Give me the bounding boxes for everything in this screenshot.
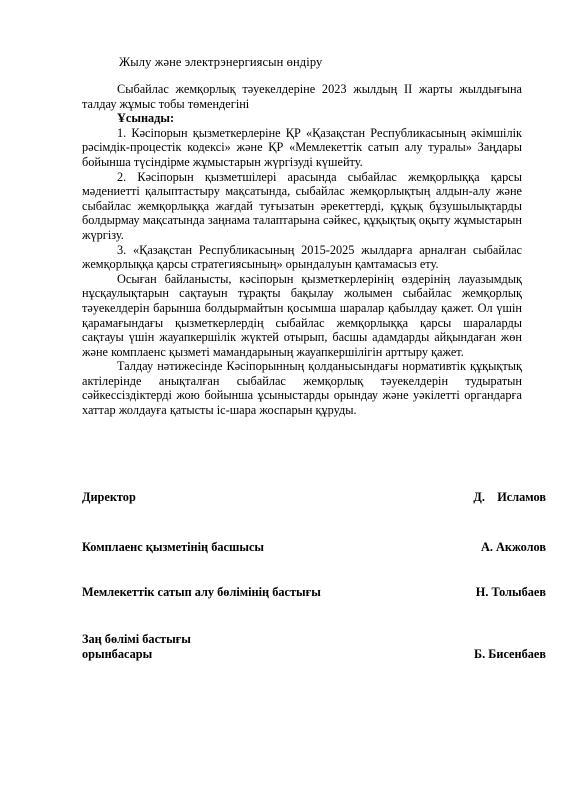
responsibility-paragraph: Осыған байланысты, кәсіпорын қызметкерлерінің өздерінің лауазымдық нұсқаулықтарын сақтауын тұрақты бақылау жолымен сыбайлас жемқорлық тәуекелдерін барынша болдырмайтын қосымша шаралар қабылдау қажет. Ол үшін қарамағындағы қызметкерлердің сыбайлас жемқорлыққа қарсы шараларды сақтауы үшін жауапкершілік жүктей отырып, басшы адамдарды айқындаған жөн және комплаенс қызметі мамандарының жауапкершілігін арттыру қажет. (82, 271, 522, 359)
signature-name: Н. Толыбаев (475, 585, 546, 599)
recommendation-item-1: 1. Кәсіпорын қызметкерлеріне ҚР «Қазақстан Республикасының әкімшілік рәсімдік-процестік кодексі» және ҚР «Мемлекеттік сатып алу туралы» Заңдары бойынша түсіндірме жұмыстарын жүргізуді күшейту. (82, 125, 522, 169)
recommendation-item-2: 2. Кәсіпорын қызметшілері арасында сыбайлас жемқорлыққа қарсы мәдениетті қалыптастыру мақсатында, сыбайлас жемқорлықтың алдын-алу және сыбайлас жемқорлыққа жағдай туғызатын әрекеттерді, құқық бұзушылықтарды болдырмау мақсатында заңнама талаптарына сәйкес, құқықтық оқыту жұмыстарын жүргізу. (82, 169, 522, 242)
signature-role: Мемлекеттік сатып алу бөлімінің бастығы (82, 585, 321, 599)
signature-role: Директор (82, 490, 136, 504)
recommend-label: Ұсынады: (117, 111, 175, 126)
signature-name: Д. Исламов (473, 490, 546, 504)
signature-role-line-1: Заң бөлімі бастығы (82, 632, 191, 646)
signature-name: Б. Бисенбаев (473, 646, 546, 661)
recommendation-item-3: 3. «Қазақстан Республикасының 2015-2025 жылдарға арналған сыбайлас жемқорлыққа қарсы стратегиясының» орындалуын қамтамасыз ету. (82, 242, 522, 272)
document-body (82, 82, 522, 418)
conclusion-paragraph: Талдау нәтижесінде Кәсіпорынның қолданысындағы нормативтік құқықтық актілерінде анықталған сыбайлас жемқорлық тәуекелдерін тудыратын сәйкессіздіктерді жою бойынша ұсыныстарды орындау және уәкілетті органдарға хаттар жолдауға қатысты іс-шара жоспарын құруды. (82, 359, 522, 418)
intro-paragraph: Сыбайлас жемқорлық тәуекелдеріне 2023 жылдың ІІ жарты жылдығына талдау жұмыс тобы төмендегіні (82, 82, 522, 111)
signature-name: А. Акжолов (481, 540, 546, 554)
signature-role-line-2: орынбасары (82, 646, 153, 661)
signature-role: Комплаенс қызметінің басшысы (82, 540, 265, 554)
signature-role (82, 632, 412, 661)
document-heading: Жылу және электрэнергиясын өндіру (119, 55, 323, 69)
